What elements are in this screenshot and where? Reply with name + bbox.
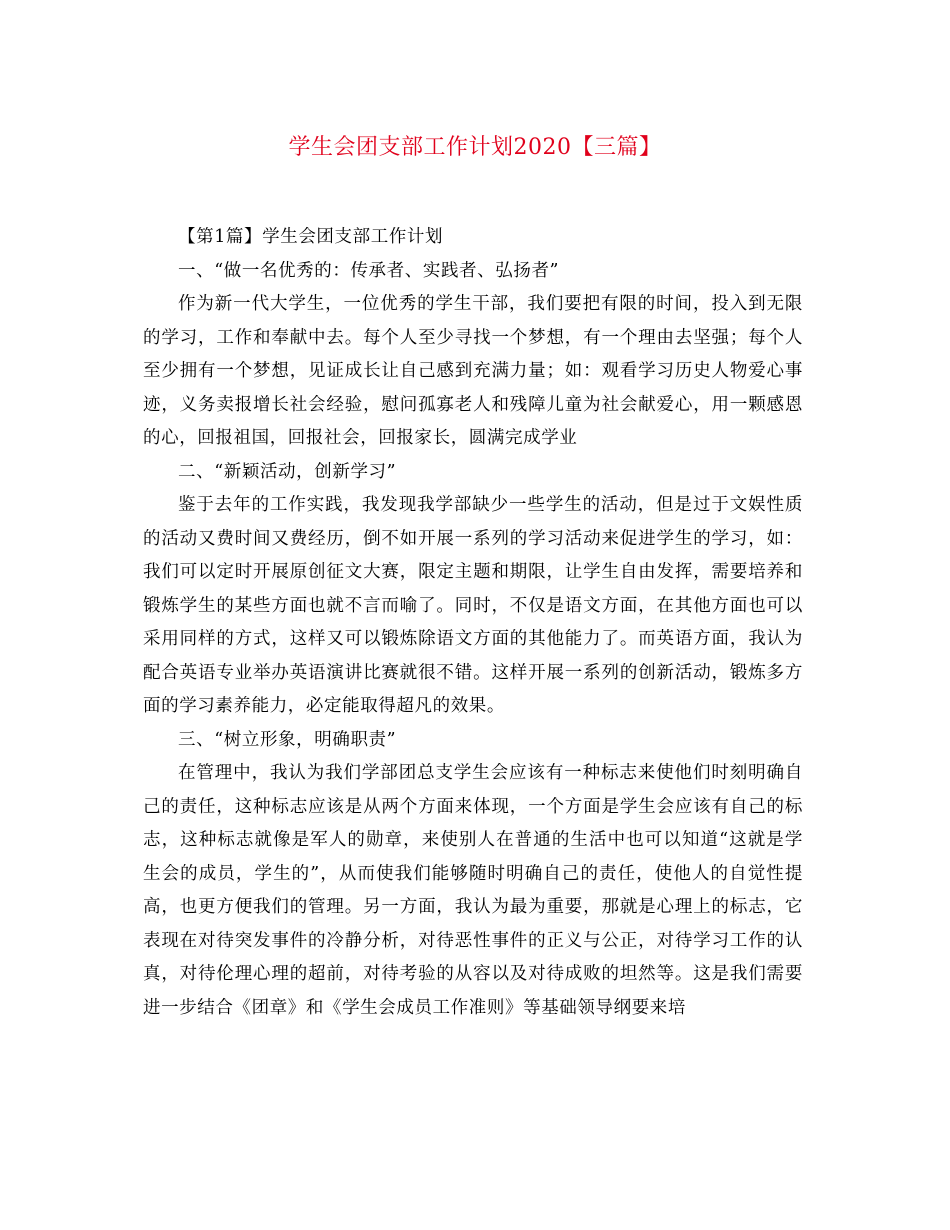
section-heading-part1: 【第1篇】学生会团支部工作计划 bbox=[178, 227, 444, 247]
body-paragraph-3: 在管理中，我认为我们学部团总支学生会应该有一种标志来使他们时刻明确自己的责任，这种标志应该是从两个方面来体现，一个方面是学生会应该有自己的标志，这种标志就像是军人的勋章，来使别人在普通的生活中也可以知道“这就是学生会的成员，学生的”，从而使我们能够随时明确自己的责任，使他人的自觉性提高，也更方便我们的管理。另一方面，我认为最为重要，那就是心理上的标志，它表现在对待突发事件的冷静分析，对待恶性事件的正义与公正，对待学习工作的认真，对待伦理心理的超前，对待考验的从容以及对待成败的坦然等。这是我们需要进一步结合《团章》和《学生会成员工作准则》等基础领导纲要来培 bbox=[143, 763, 803, 1018]
document-body bbox=[143, 221, 803, 1025]
subheading-1: 一、“做一名优秀的：传承者、实践者、弘扬者” bbox=[178, 260, 560, 281]
body-paragraph-2: 鉴于去年的工作实践，我发现我学部缺少一些学生的活动，但是过于文娱性质的活动又费时间又费经历，倒不如开展一系列的学习活动来促进学生的学习，如：我们可以定时开展原创征文大赛，限定主题和期限，让学生自由发挥，需要培养和锻炼学生的某些方面也就不言而喻了。同时，不仅是语文方面，在其他方面也可以采用同样的方式，这样又可以锻炼除语文方面的其他能力了。而英语方面，我认为配合英语专业举办英语演讲比赛就很不错。这样开展一系列的创新活动，锻炼多方面的学习素养能力，必定能取得超凡的效果。 bbox=[143, 495, 803, 716]
document-title: 学生会团支部工作计划2020【三篇】 bbox=[288, 135, 662, 160]
subheading-3: 三、“树立形象，明确职责” bbox=[178, 729, 397, 750]
body-paragraph-1: 作为新一代大学生，一位优秀的学生干部，我们要把有限的时间，投入到无限的学习，工作和奉献中去。每个人至少寻找一个梦想，有一个理由去坚强；每个人至少拥有一个梦想，见证成长让自己感到充满力量；如：观看学习历史人物爱心事迹，义务卖报增长社会经验，慰问孤寡老人和残障儿童为社会献爱心，用一颗感恩的心，回报祖国，回报社会，回报家长，圆满完成学业 bbox=[143, 294, 803, 448]
subheading-2: 二、“新颖活动，创新学习” bbox=[178, 461, 397, 482]
